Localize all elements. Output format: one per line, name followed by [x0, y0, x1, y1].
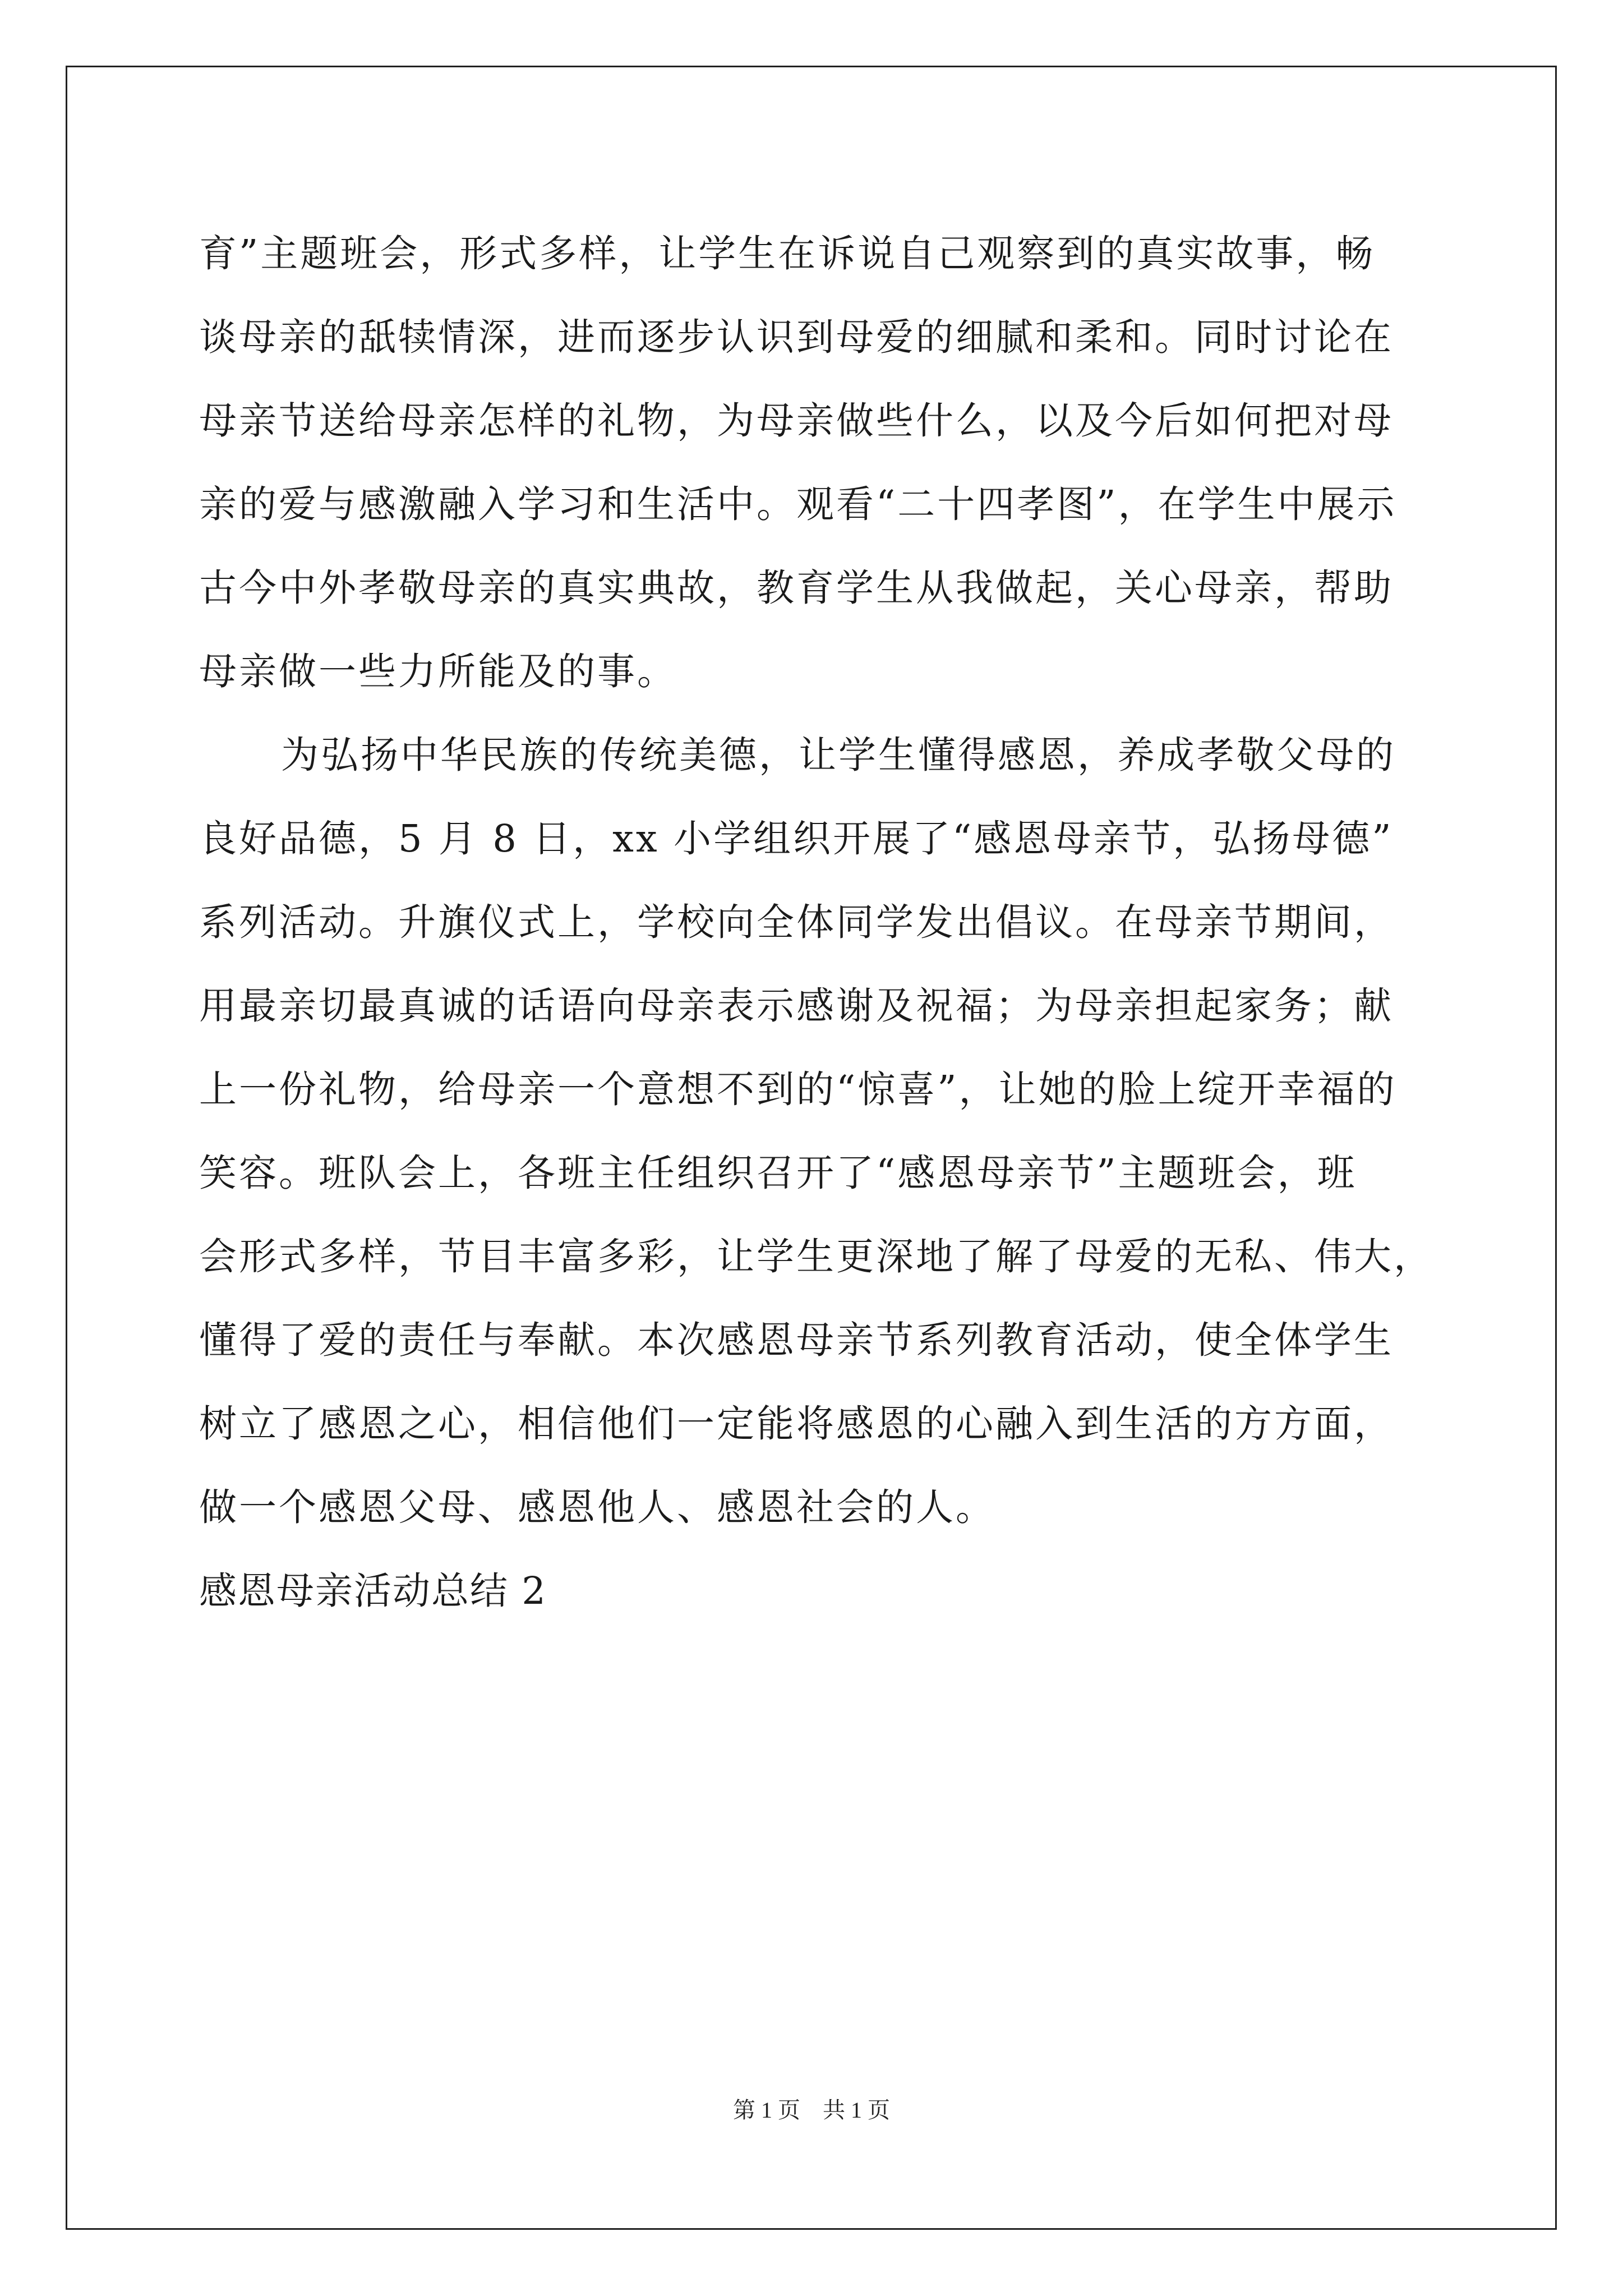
- paragraph-line: 做一个感恩父母、感恩他人、感恩社会的人。: [199, 1485, 995, 1529]
- paragraph-line: 用最亲切最真诚的话语向母亲表示感谢及祝福；为母亲担起家务；献: [199, 984, 1394, 1028]
- document-body: [199, 212, 1433, 1633]
- paragraph-line: 系列活动。升旗仪式上，学校向全体同学发出倡议。在母亲节期间，: [199, 900, 1394, 944]
- paragraph-line: 笑容。班队会上，各班主任组织召开了“感恩母亲节”主题班会，班: [199, 1151, 1357, 1195]
- paragraph-line: 谈母亲的舐犊情深，进而逐步认识到母爱的细腻和柔和。同时讨论在: [199, 315, 1394, 359]
- paragraph-line: 母亲做一些力所能及的事。: [199, 650, 677, 693]
- paragraph-line: 母亲节送给母亲怎样的礼物，为母亲做些什么，以及今后如何把对母: [199, 399, 1394, 443]
- paragraph-line: 树立了感恩之心，相信他们一定能将感恩的心融入到生活的方方面，: [199, 1402, 1394, 1446]
- paragraph-line: 懂得了爱的责任与奉献。本次感恩母亲节系列教育活动，使全体学生: [199, 1318, 1394, 1362]
- paragraph-line: 为弘扬中华民族的传统美德，让学生懂得感恩，养成孝敬父母的: [281, 733, 1396, 777]
- paragraph-line: 会形式多样，节目丰富多彩，让学生更深地了解了母爱的无私、伟大，: [199, 1235, 1433, 1278]
- paragraph-line: 育”主题班会，形式多样，让学生在诉说自己观察到的真实故事，畅: [199, 232, 1376, 275]
- paragraph-line: 良好品德，5 月 8 日，xx 小学组织开展了“感恩母亲节，弘扬母德”: [199, 817, 1394, 861]
- section-heading: 感恩母亲活动总结 2: [199, 1569, 547, 1613]
- paragraph-line: 亲的爱与感激融入学习和生活中。观看“二十四孝图”，在学生中展示: [199, 482, 1397, 526]
- paragraph-1: [199, 212, 1430, 714]
- paragraph-line: 上一份礼物，给母亲一个意想不到的“惊喜”，让她的脸上绽开幸福的: [199, 1068, 1397, 1111]
- page-number-footer: 第 1 页 共 1 页: [733, 2097, 890, 2123]
- paragraph-2: [199, 714, 1433, 1549]
- paragraph-line: 古今中外孝敬母亲的真实典故，教育学生从我做起，关心母亲，帮助: [199, 566, 1394, 610]
